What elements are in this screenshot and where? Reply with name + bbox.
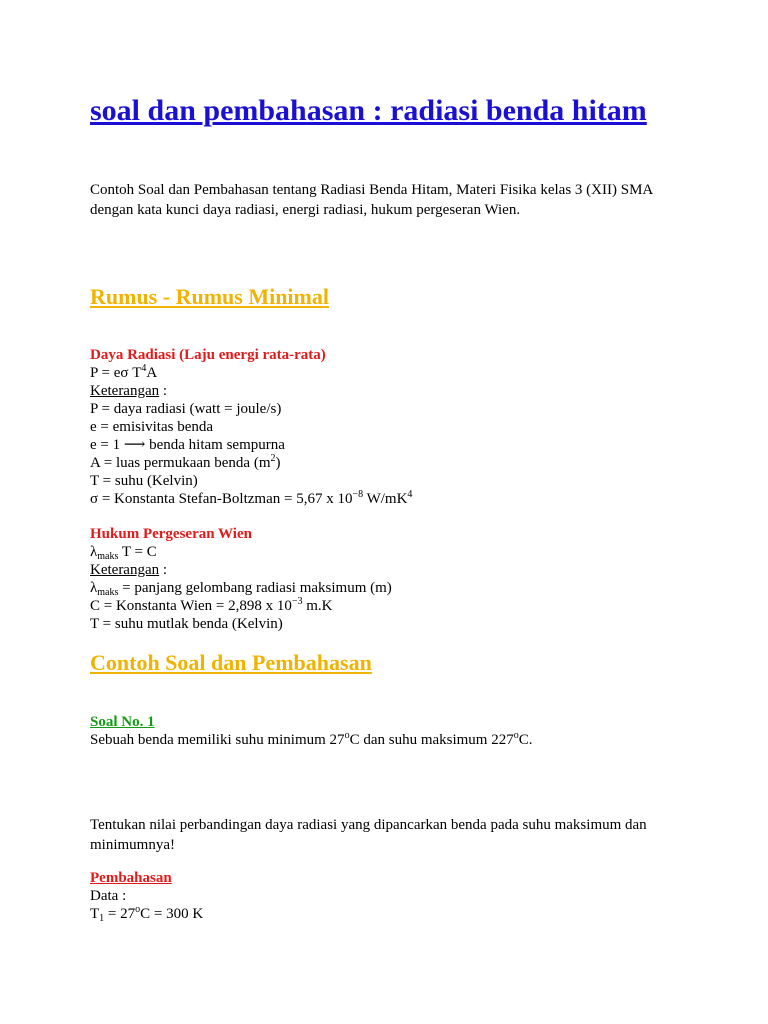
wien-lambda-desc: $\lambda_{maks}$ = panjang gelombang radiasi maksimum (m) <box>90 580 392 598</box>
wien-keterangan: Keterangan : <box>90 562 168 578</box>
soal-1-question: Tentukan nilai perbandingan daya radiasi yang dipancarkan benda pada suhu maksimum dan minimumnya! <box>90 817 647 853</box>
contoh-heading: Contoh Soal dan Pembahasan <box>90 650 372 675</box>
rumus-heading: Rumus - Rumus Minimal <box>90 284 329 309</box>
wien-formula: $\lambda_{maks}$ T = C <box>90 544 157 562</box>
pembahasan-section <box>90 869 710 923</box>
pembahasan-label: Pembahasan <box>90 870 172 886</box>
page-title[interactable]: soal dan pembahasan : radiasi benda hitam <box>90 94 647 127</box>
daya-p-desc: P = daya radiasi (watt = joule/s) <box>90 401 282 417</box>
daya-keterangan: Keterangan : <box>90 383 168 399</box>
wien-t-desc: T = suhu mutlak benda (Kelvin) <box>90 616 283 632</box>
daya-sigma-desc: σ = Konstanta Stefan-Boltzman = 5,67 x $10^{-8}$ $W/mK^4$ <box>90 489 413 507</box>
daya-t-desc: T = suhu (Kelvin) <box>90 473 198 489</box>
soal-1-statement: Sebuah benda memiliki suhu minimum 27$^o$C dan suhu maksimum 227$^o$C. <box>90 730 533 748</box>
daya-a-desc: A = luas permukaan benda $(m^2)$ <box>90 453 281 471</box>
wien-label: Hukum Pergeseran Wien <box>90 526 252 542</box>
soal-1-section <box>90 713 710 749</box>
daya-e-desc: e = emisivitas benda <box>90 419 214 435</box>
wien-c-desc: C = Konstanta Wien = 2,898 x $10^{-3}$ m.K <box>90 596 333 614</box>
intro-paragraph: Contoh Soal dan Pembahasan tentang Radiasi Benda Hitam, Materi Fisika kelas 3 (XII) SMA dengan kata kunci daya radiasi, energi radiasi, hukum pergeseran Wien. <box>90 182 653 218</box>
wien-section <box>90 525 710 633</box>
t1-value: $T_1 = 27^oC = 300$ K <box>90 904 204 924</box>
soal-1-label: Soal No. 1 <box>90 714 155 730</box>
daya-radiasi-label: Daya Radiasi (Laju energi rata-rata) <box>90 347 326 363</box>
daya-e1-desc: e = 1 ⟶ benda hitam sempurna <box>90 437 285 453</box>
daya-formula: P = eσ $T^4A$ <box>90 363 158 381</box>
data-label: Data : <box>90 888 127 904</box>
daya-radiasi-section <box>90 346 710 508</box>
